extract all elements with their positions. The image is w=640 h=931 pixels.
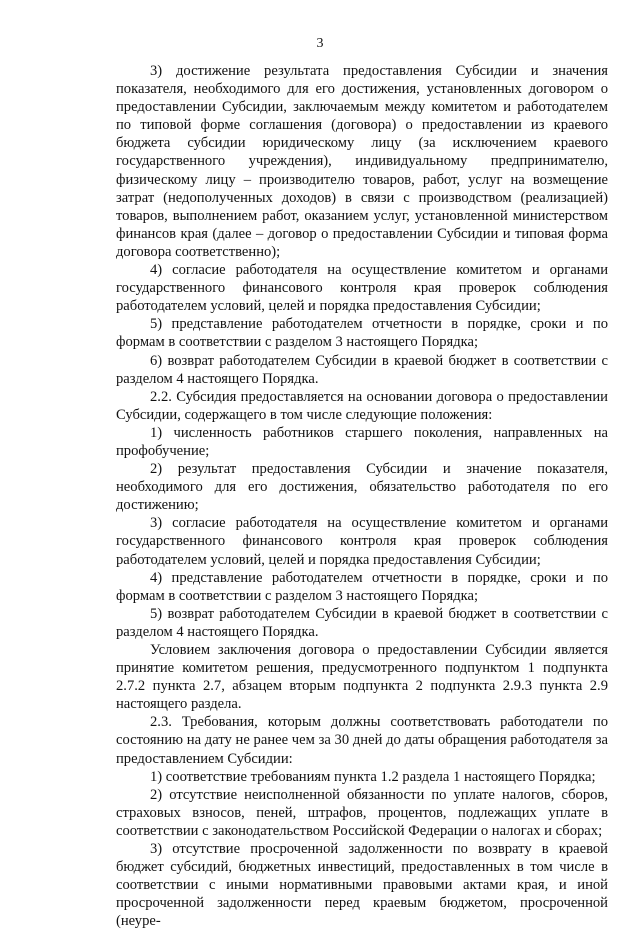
paragraph-3-3-achievement-of-result: 3) достижение результата предоставления Субсидии и значения показателя, необходимого для его достижения, установленных договором о предоставлении Субсидии, заключаемым между комитетом и работодателем по типовой форме соглашения (договора) о предоставлении из краевого бюджета субсидии юридическому лицу (за исключением краевого государственного учреждения), индивидуальному предпринимателю, физическому лицу – производителю товаров, работ, услуг на возмещение затрат (недополученных доходов) в связи с производством (реализацией) товаров, выполнением работ, оказанием услуг, установленной министерством финансов края (далее – договор о предоставлении Субсидии и типовая форма договора соответственно); — [116, 63, 608, 260]
paragraph-2-2-contract-basis: 2.2. Субсидия предоставляется на основании договора о предоставлении Субсидии, содержащего в том числе следующие положения: — [116, 388, 608, 423]
document-body — [116, 62, 608, 931]
page-number: 3 — [316, 36, 324, 51]
paragraph-contract-condition: Условием заключения договора о предоставлении Субсидии является принятие комитетом решения, предусмотренного подпунктом 1 подпункта 2.7.2 пункта 2.7, абзацем вторым подпункта 2 подпункта 2.9.3 пункта 2.9 настоящего раздела. — [116, 642, 608, 713]
paragraph-3-4-consent-to-inspections: 4) согласие работодателя на осуществление комитетом и органами государственного финансового контроля края проверок соблюдения работодателем условий, целей и порядка предоставления Субсидии; — [116, 262, 608, 315]
paragraph-2-2-1-number-of-workers: 1) численность работников старшего поколения, направленных на профобучение; — [116, 424, 608, 459]
paragraph-2-3-3-no-overdue-debt: 3) отсутствие просроченной задолженности по возврату в краевой бюджет субсидий, бюджетных инвестиций, предоставленных в том числе в соответствии с иными нормативными правовыми актами края, и иной просроченной задолженности перед краевым бюджетом, просроченной (неуре- — [116, 841, 608, 930]
paragraph-2-3-2-no-tax-arrears: 2) отсутствие неисполненной обязанности по уплате налогов, сборов, страховых взносов, пеней, штрафов, процентов, подлежащих уплате в соответствии с законодательством Российской Федерации о налогах и сборах; — [116, 786, 608, 839]
paragraph-3-5-reporting: 5) представление работодателем отчетности в порядке, сроки и по формам в соответствии с разделом 3 настоящего Порядка; — [116, 316, 608, 351]
paragraph-2-3-requirements: 2.3. Требования, которым должны соответствовать работодатели по состоянию на дату не ранее чем за 30 дней до даты обращения работодателя за предоставлением Субсидии: — [116, 714, 608, 767]
paragraph-2-2-5-subsidy-return: 5) возврат работодателем Субсидии в краевой бюджет в соответствии с разделом 4 настоящего Порядка. — [116, 605, 608, 640]
paragraph-3-6-subsidy-return: 6) возврат работодателем Субсидии в краевой бюджет в соответствии с разделом 4 настоящего Порядка. — [116, 352, 608, 387]
paragraph-2-2-2-result-and-indicator: 2) результат предоставления Субсидии и значение показателя, необходимого для его достижения, обязательство работодателя по его достижению; — [116, 461, 608, 514]
paragraph-2-3-1-compliance: 1) соответствие требованиям пункта 1.2 раздела 1 настоящего Порядка; — [150, 768, 596, 785]
paragraph-2-2-3-consent-to-inspections: 3) согласие работодателя на осуществление комитетом и органами государственного финансового контроля края проверок соблюдения работодателем условий, целей и порядка предоставления Субсидии; — [116, 515, 608, 568]
paragraph-2-2-4-reporting: 4) представление работодателем отчетности в порядке, сроки и по формам в соответствии с разделом 3 настоящего Порядка; — [116, 569, 608, 604]
